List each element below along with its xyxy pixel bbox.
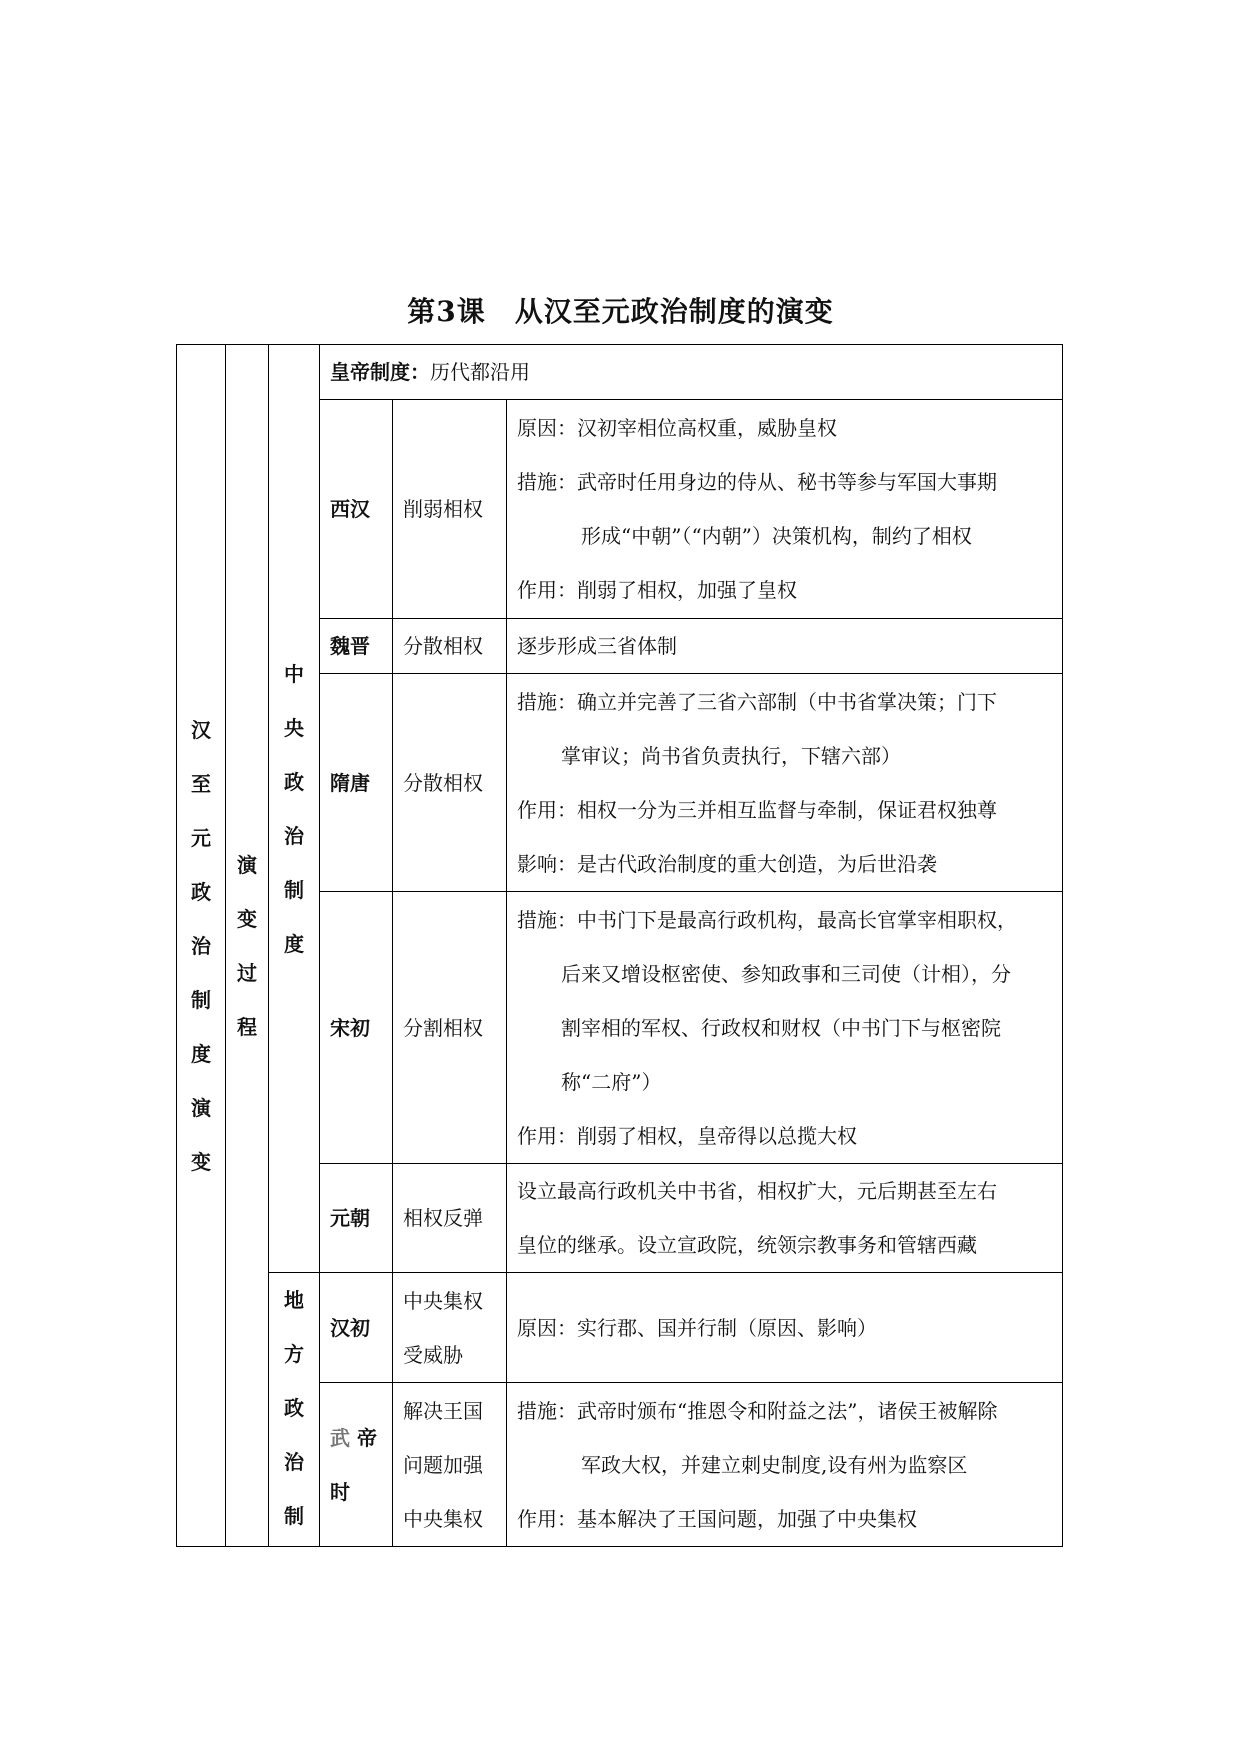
emperor-label: 皇帝制度： [330, 360, 430, 384]
policy-line: 受威胁 [403, 1342, 463, 1367]
detail-line: 措施：确立并完善了三省六部制（中书省掌决策；门下 [517, 689, 997, 714]
page-title: 第3课 从汉至元政治制度的演变 [407, 295, 834, 328]
detail-line: 原因：实行郡、国并行制（原因、影响） [517, 1315, 877, 1340]
detail-line: 逐步形成三省体制 [517, 634, 677, 658]
policy-line: 中央集权 [403, 1506, 483, 1531]
central-label: 中央政治制度 [284, 661, 304, 956]
policy-line: 中央集权 [403, 1288, 483, 1313]
policy-cell [393, 1383, 507, 1547]
central-cell [269, 345, 320, 1273]
detail-cell [507, 674, 1063, 892]
era-char: 时 [330, 1479, 350, 1504]
detail-line: 作用：削弱了相权，皇帝得以总揽大权 [517, 1123, 857, 1148]
detail-line: 影响：是古代政治制度的重大创造，为后世沿袭 [517, 851, 937, 876]
detail-line: 割宰相的军权、行政权和财权（中书门下与枢密院 [561, 1015, 1001, 1040]
era-cell: 隋唐 [320, 674, 393, 892]
policy-line: 问题加强 [403, 1452, 483, 1477]
local-cell [269, 1273, 320, 1547]
detail-line: 形成“中朝”（“内朝”）决策机构，制约了相权 [581, 524, 972, 548]
emperor-row [320, 345, 1063, 400]
detail-cell [507, 892, 1063, 1164]
detail-line: 皇位的继承。设立宣政院，统领宗教事务和管辖西藏 [517, 1233, 977, 1257]
detail-cell [507, 619, 1063, 674]
policy-cell: 分散相权 [393, 619, 507, 674]
local-label: 地方政治制 [284, 1288, 304, 1528]
detail-line: 措施：武帝时任用身边的侍从、秘书等参与军国大事期 [517, 470, 997, 494]
policy-cell: 相权反弹 [393, 1164, 507, 1273]
detail-line: 措施：中书门下是最高行政机构，最高长官掌宰相职权， [517, 907, 1017, 932]
detail-line: 掌审议；尚书省负责执行，下辖六部） [561, 743, 901, 768]
detail-line: 称“二府”） [561, 1069, 662, 1094]
topic-label: 汉至元政治制度演变 [191, 717, 211, 1174]
detail-cell [507, 1273, 1063, 1383]
era-cell: 宋初 [320, 892, 393, 1164]
era-cell: 魏晋 [320, 619, 393, 674]
era-cell: 汉初 [320, 1273, 393, 1383]
process-label: 演变过程 [237, 852, 257, 1039]
detail-line: 措施：武帝时颁布“推恩令和附益之法”，诸侯王被解除 [517, 1398, 998, 1423]
detail-line: 设立最高行政机关中书省，相权扩大，元后期甚至左右 [517, 1179, 997, 1203]
detail-line: 后来又增设枢密使、参知政事和三司使（计相），分 [561, 961, 1011, 986]
policy-line: 解决王国 [403, 1398, 483, 1423]
topic-cell [177, 345, 226, 1547]
detail-line: 军政大权，并建立刺史制度,设有州为监察区 [581, 1452, 968, 1477]
policy-cell: 削弱相权 [393, 400, 507, 619]
era-cell: 西汉 [320, 400, 393, 619]
era-cell [320, 1383, 393, 1547]
era-cell: 元朝 [320, 1164, 393, 1273]
emperor-text: 历代都沿用 [430, 360, 530, 384]
detail-line: 作用：削弱了相权，加强了皇权 [517, 578, 797, 602]
detail-line: 作用：相权一分为三并相互监督与牵制，保证君权独尊 [517, 797, 997, 822]
detail-cell [507, 1383, 1063, 1547]
summary-table [176, 344, 1063, 1547]
detail-line: 作用：基本解决了王国问题，加强了中央集权 [517, 1506, 917, 1531]
era-char: 帝 [356, 1425, 377, 1450]
policy-cell [393, 1273, 507, 1383]
policy-cell: 分割相权 [393, 892, 507, 1164]
detail-line: 原因：汉初宰相位高权重，威胁皇权 [517, 416, 837, 440]
detail-cell [507, 1164, 1063, 1273]
era-char: 武 [330, 1425, 350, 1450]
policy-cell: 分散相权 [393, 674, 507, 892]
process-cell [226, 345, 269, 1547]
detail-cell [507, 400, 1063, 619]
